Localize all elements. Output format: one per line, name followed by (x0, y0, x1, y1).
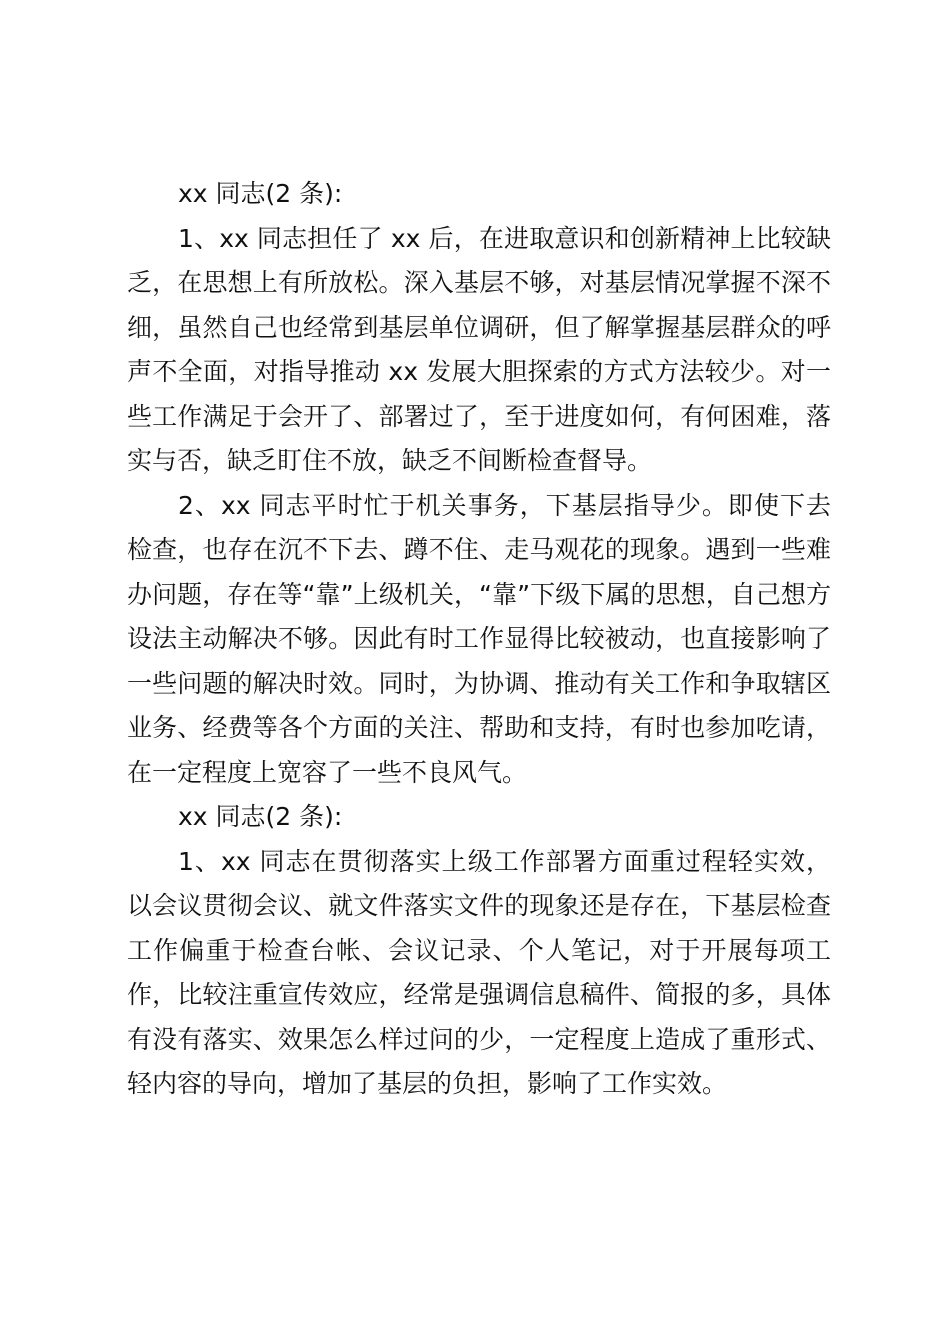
document-body (127, 172, 831, 1107)
section-heading-2: xx 同志(2 条): (178, 802, 343, 831)
paragraph-3: 1、xx 同志在贯彻落实上级工作部署方面重过程轻实效，以会议贯彻会议、就文件落实文件的现象还是存在，下基层检查工作偏重于检查台帐、会议记录、个人笔记，对于开展每项工作，比较注重宣传效应，经常是强调信息稿件、简报的多，具体有没有落实、效果怎么样过问的少，一定程度上造成了重形式、轻内容的导向，增加了基层的负担，影响了工作实效。 (127, 846, 831, 1098)
paragraph-2: 2、xx 同志平时忙于机关事务，下基层指导少。即使下去检查，也存在沉不下去、蹲不住、走马观花的现象。遇到一些难办问题，存在等“靠”上级机关，“靠”下级下属的思想，自己想方设法主动解决不够。因此有时工作显得比较被动，也直接影响了一些问题的解决时效。同时，为协调、推动有关工作和争取辖区业务、经费等各个方面的关注、帮助和支持，有时也参加吃请，在一定程度上宽容了一些不良风气。 (127, 490, 831, 787)
section-heading-1: xx 同志(2 条): (178, 179, 343, 208)
paragraph-1: 1、xx 同志担任了 xx 后，在进取意识和创新精神上比较缺乏，在思想上有所放松。深入基层不够，对基层情况掌握不深不细，虽然自己也经常到基层单位调研，但了解掌握基层群众的呼声不全面，对指导推动 xx 发展大胆探索的方式方法较少。对一些工作满足于会开了、部署过了，至于进度如何，有何困难，落实与否，缺乏盯住不放，缺乏不间断检查督导。 (127, 223, 831, 475)
